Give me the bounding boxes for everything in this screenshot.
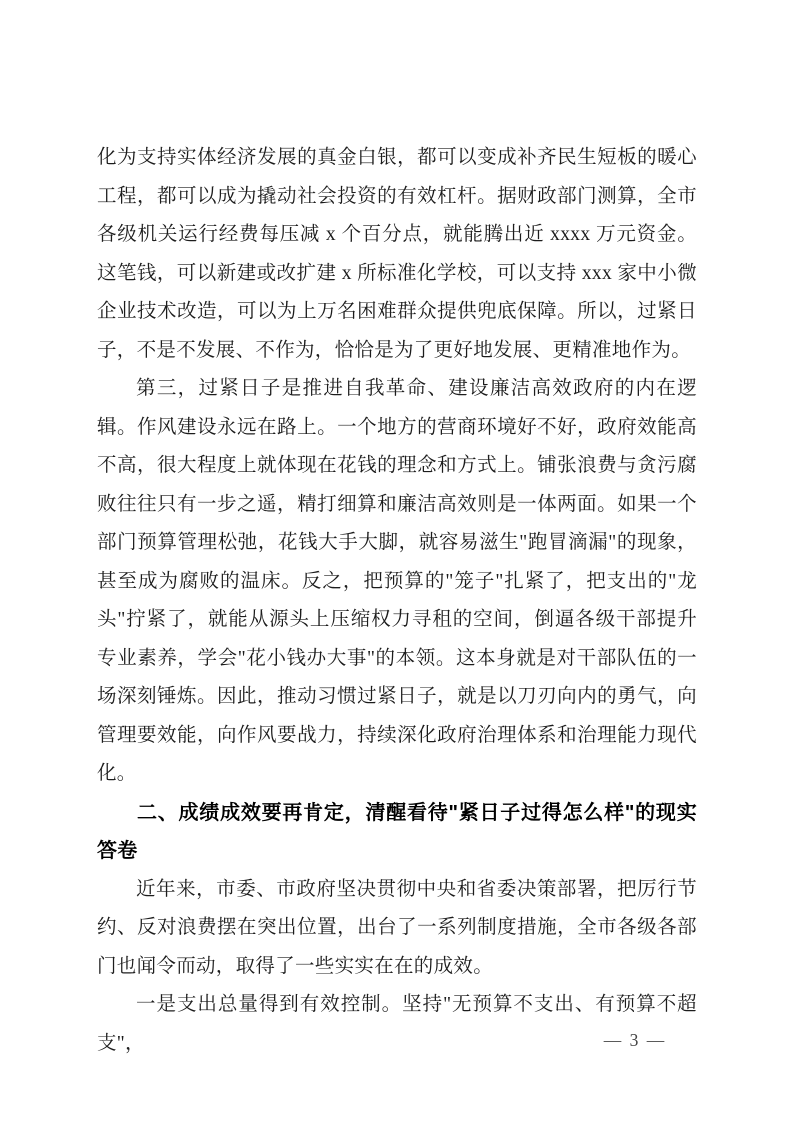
paragraph-continuation: 化为支持实体经济发展的真金白银，都可以变成补齐民生短板的暖心工程，都可以成为撬动社会投资的有效杠杆。据财政部门测算，全市各级机关运行经费每压减 x 个百分点，就能腾出近 xxxx 万元资金。这笔钱，可以新建或改扩建 x 所标准化学校，可以支持 xxx 家中小微企业技术改造，可以为上万名困难群众提供兜底保障。所以，过紧日子，不是不发展、不作为，恰恰是为了更好地发展、更精准地作为。 xyxy=(97,147,697,361)
paragraph-point-three: 第三，过紧日子是推进自我革命、建设廉洁高效政府的内在逻辑。作风建设永远在路上。一个地方的营商环境好不好，政府效能高不高，很大程度上就体现在花钱的理念和方式上。铺张浪费与贪污腐败往往只有一步之遥，精打细算和廉洁高效则是一体两面。如果一个部门预算管理松弛，花钱大手大脚，就容易滋生"跑冒滴漏"的现象，甚至成为腐败的温床。反之，把预算的"笼子"扎紧了，把支出的"龙头"拧紧了，就能从源头上压缩权力寻租的空间，倒逼各级干部提升专业素养，学会"花小钱办大事"的本领。这本身就是对干部队伍的一场深刻锤炼。因此，推动习惯过紧日子，就是以刀刃向内的勇气，向管理要效能，向作风要战力，持续深化政府治理体系和治理能力现代化。 xyxy=(97,378,697,784)
document-body xyxy=(97,139,697,1063)
section-heading-two: 二、成绩成效要再肯定，清醒看待"紧日子过得怎么样"的现实答卷 xyxy=(97,801,697,862)
paragraph-recent-years: 近年来，市委、市政府坚决贯彻中央和省委决策部署，把厉行节约、反对浪费摆在突出位置，出台了一系列制度措施，全市各级各部门也闻令而动，取得了一些实实在在的成效。 xyxy=(97,878,697,977)
paragraph-first-achievement: 一是支出总量得到有效控制。坚持"无预算不支出、有预算不超支"， xyxy=(97,994,697,1054)
page-number: — 3 — xyxy=(603,1030,667,1050)
